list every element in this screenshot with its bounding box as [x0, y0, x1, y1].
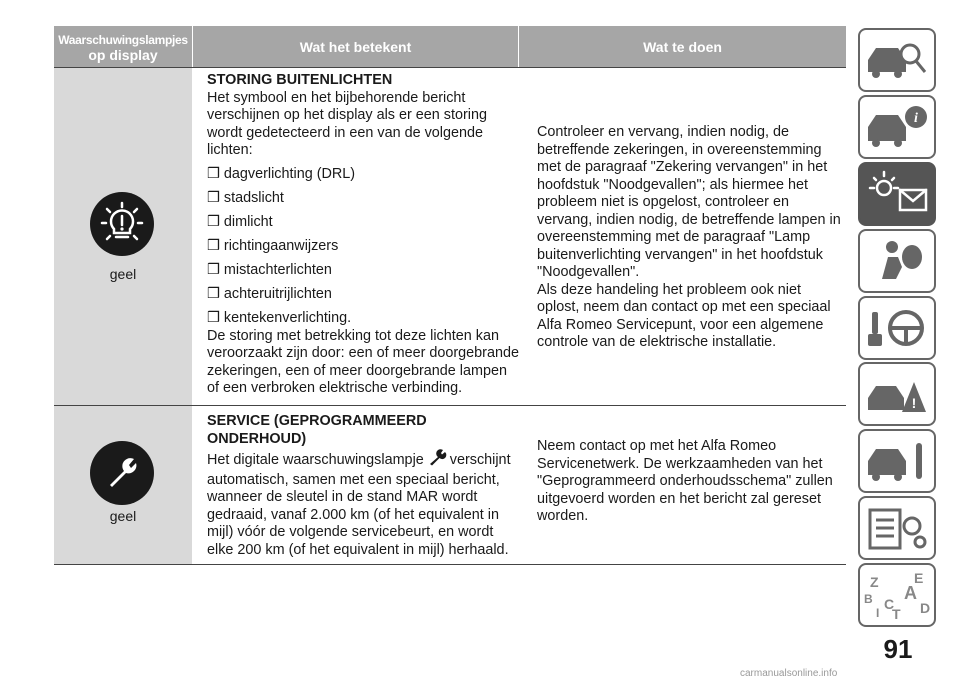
technical-data-icon[interactable] — [858, 496, 936, 560]
page-number: 91 — [883, 634, 913, 664]
car-info-icon[interactable] — [858, 95, 936, 159]
index-letter: E — [914, 570, 924, 586]
key-steering-wheel-icon[interactable] — [858, 296, 936, 360]
row1-title: STORING BUITENLICHTEN — [207, 72, 393, 88]
header-action: Wat te doen — [519, 26, 846, 68]
row1-action: Controleer en vervang, indien nodig, de betreffende zekeringen, in overeenstemming met de paragraaf "Zekering vervangen" in het hoofdstuk "Noodgevallen"; als hiermee het probleem niet is opgelost, controleer en vervang, indien nodig, de betreffende lampen in overeenstemming met de paragraaf "Lamp buitenverlichting vervangen" in het hoofdstuk "Noodgevallen". Als deze handeling het probleem ook niet oplost, neem dan contact op met een speciaal Alfa Romeo Servicepunt, voor een algemene controle van de elektrische installatie. — [537, 124, 841, 350]
index-letter: C — [884, 596, 895, 612]
car-warning-triangle-icon[interactable] — [858, 362, 936, 426]
wrench-icon — [428, 448, 450, 472]
airbag-person-icon[interactable] — [858, 229, 936, 293]
list-item: ❒ stadslicht — [207, 190, 284, 206]
svg-text:i: i — [914, 111, 918, 126]
row2-title: SERVICE (GEPROGRAMMEERD ONDERHOUD) — [207, 413, 427, 447]
index-letter: T — [892, 606, 901, 622]
index-letter: Z — [870, 574, 879, 590]
index-letter: A — [904, 583, 917, 603]
list-item: ❒ dimlicht — [207, 214, 273, 230]
car-search-icon[interactable] — [858, 28, 936, 92]
list-item: ❒ achteruitrijlichten — [207, 286, 332, 302]
header-warning-lights: Waarschuwingslampjes op display — [54, 26, 192, 69]
index-letter: B — [864, 592, 873, 606]
row1-outro: De storing met betrekking tot deze lichten kan veroorzaakt zijn door: een of meer doorgebrande zekeringen, een of meer doorgebrande lampen of een verbroken elektrische verbinding. — [207, 327, 519, 396]
row1-intro: Het symbool en het bijbehorende bericht verschijnen op het display als er een storing wordt gedetecteerd in een van de volgende lichten: — [207, 89, 487, 158]
exterior-light-fault-icon — [90, 192, 154, 256]
row2-color-label: geel — [109, 508, 137, 524]
row2-meaning — [207, 413, 519, 559]
index-letter: I — [876, 606, 880, 620]
list-item: ❒ richtingaanwijzers — [207, 238, 339, 254]
list-item: ❒ dagverlichting (DRL) — [207, 166, 356, 182]
row1-meaning — [207, 72, 519, 398]
watermark: carmanualsonline.info — [740, 668, 838, 679]
wrench-icon — [90, 441, 154, 505]
table-bottom-rule — [54, 564, 846, 565]
warning-light-message-icon[interactable] — [858, 162, 936, 226]
row2-text-after: verschijnt automatisch, samen met een speciaal bericht, wanneer de sleutel in de stand MAR wordt gedraaid, vanaf 2.000 km (of het equivalent in mijl) vóór de volgende servicebeurt, en wordt elke 200 km (of het equivalent in mijl) herhaald. — [207, 452, 511, 558]
svg-text:!: ! — [911, 395, 917, 411]
alphabetical-index-icon[interactable] — [858, 563, 936, 627]
car-maintenance-icon[interactable] — [858, 429, 936, 493]
row1-color-label: geel — [109, 266, 137, 282]
list-item: ❒ kentekenverlichting. — [207, 310, 352, 326]
row2-body — [207, 448, 519, 559]
index-letter: D — [920, 600, 931, 616]
row2-text-before: Het digitale waarschuwingslampje — [207, 452, 424, 468]
row2-action: Neem contact op met het Alfa Romeo Servicenetwerk. De werkzaamheden van het "Geprogrammeerd onderhoudsschema" zullen uitgevoerd worden en het bericht zal gereset worden. — [537, 438, 833, 524]
header-meaning: Wat het betekent — [193, 26, 518, 68]
list-item: ❒ mistachterlichten — [207, 262, 332, 278]
